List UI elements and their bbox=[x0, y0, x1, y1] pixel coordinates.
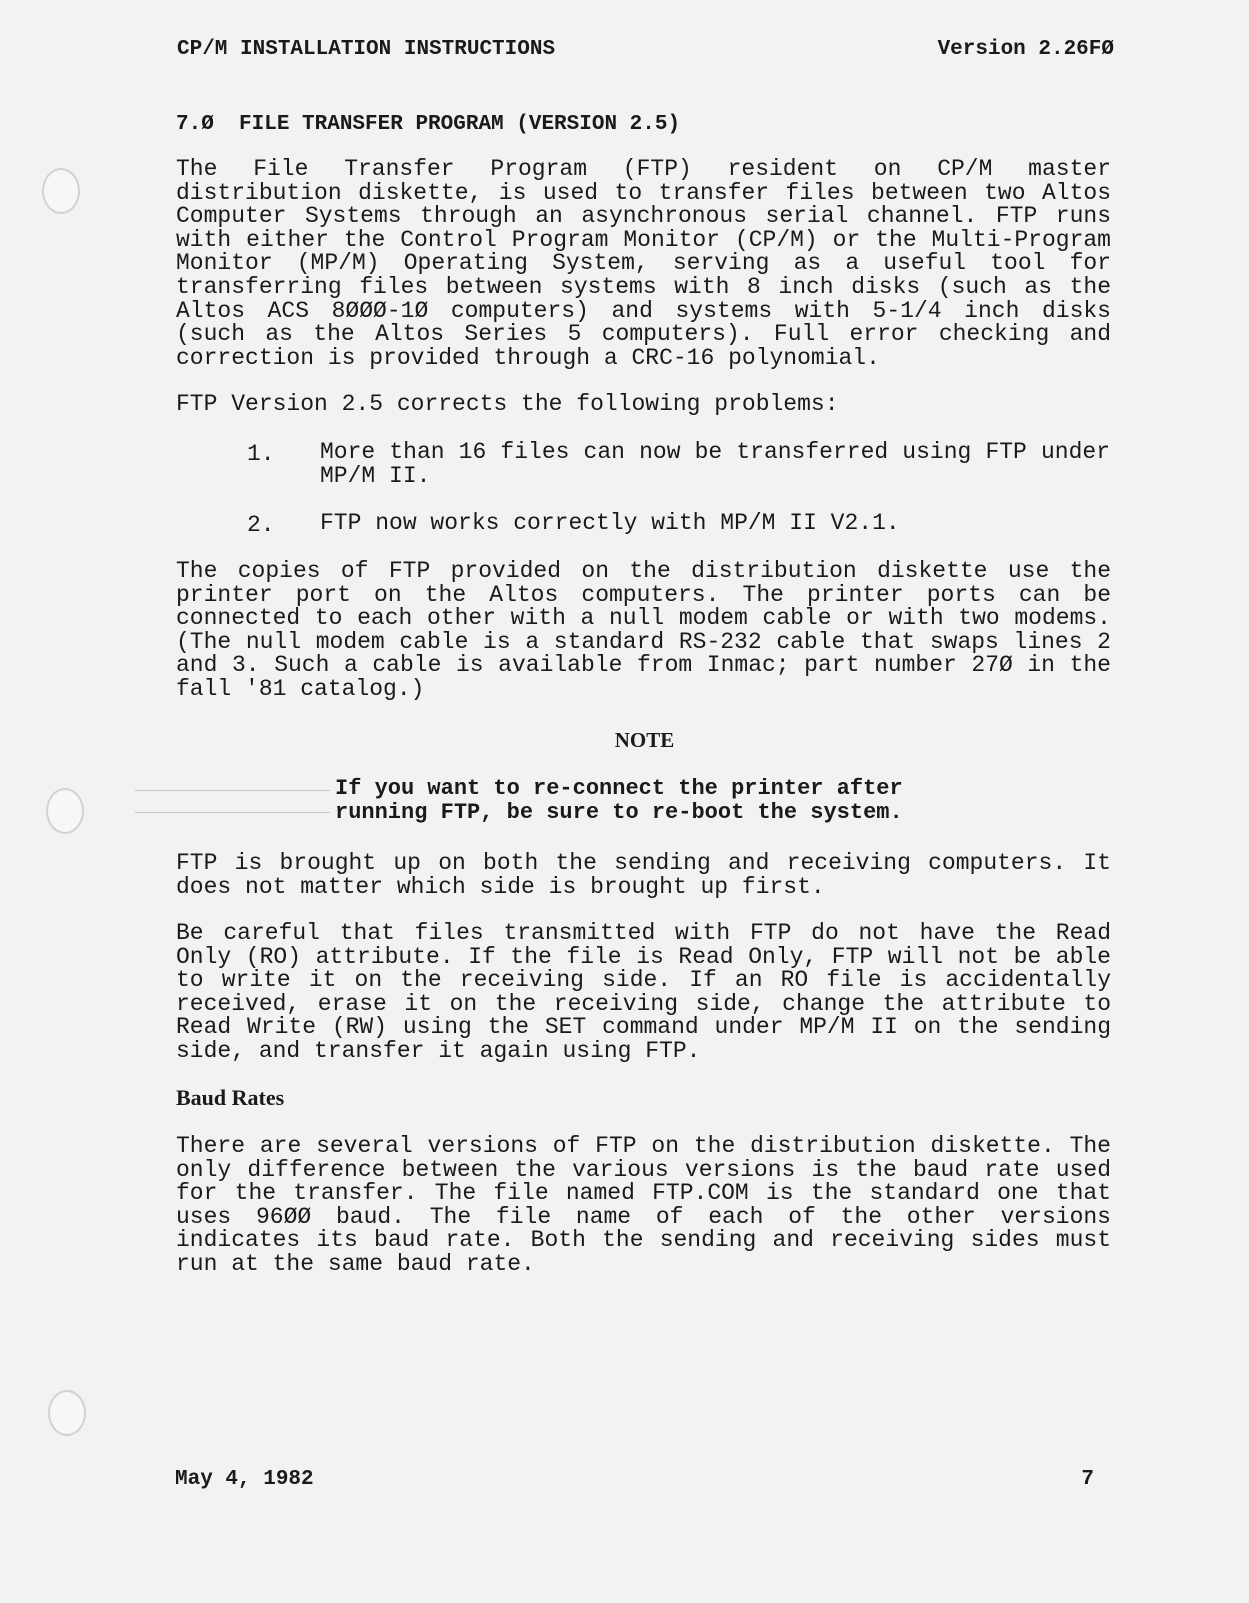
header-title: CP/M INSTALLATION INSTRUCTIONS bbox=[177, 38, 556, 61]
punch-hole-bottom bbox=[48, 1390, 86, 1436]
note-title: NOTE bbox=[614, 728, 675, 752]
brought-up-paragraph: FTP is brought up on both the sending and receiving computers. It does not matter which side is brought up first. bbox=[176, 850, 1111, 900]
corrects-line: FTP Version 2.5 corrects the following problems: bbox=[176, 391, 839, 417]
punch-hole-middle bbox=[46, 788, 84, 834]
section-heading: 7.Ø FILE TRANSFER PROGRAM (VERSION 2.5) bbox=[176, 113, 681, 136]
note-rule-bottom bbox=[135, 812, 330, 813]
note-line-2: running FTP, be sure to re-boot the system. bbox=[335, 800, 903, 825]
baud-paragraph: There are several versions of FTP on the distribution diskette. The only difference between the various versions is the baud rate used for the transfer. The file named FTP.COM is the standard one that uses 96ØØ baud. The file name of each of the other versions indicates its baud rate. Both the sending and receiving sides must run at the same baud rate. bbox=[176, 1133, 1111, 1277]
list-number-1: 1. bbox=[247, 441, 275, 467]
list-item-1: More than 16 files can now be transferred using FTP under MP/M II. bbox=[320, 439, 1110, 489]
note-line-1: If you want to re-connect the printer after bbox=[335, 776, 903, 801]
note-body bbox=[335, 777, 975, 825]
footer-date: May 4, 1982 bbox=[175, 1468, 314, 1491]
header-version: Version 2.26FØ bbox=[937, 38, 1114, 61]
copies-paragraph: The copies of FTP provided on the distribution diskette use the printer port on the Altos computers. The printer ports can be connected to each other with a null modem cable or with two modems. (The null modem cable is a standard RS-232 cable that swaps lines 2 and 3. Such a cable is available from Inmac; part number 27Ø in the fall '81 catalog.) bbox=[176, 558, 1111, 702]
list-item-2: FTP now works correctly with MP/M II V2.1. bbox=[320, 510, 900, 536]
footer-page-number: 7 bbox=[1081, 1468, 1094, 1491]
punch-hole-top bbox=[42, 168, 80, 214]
note-rule-top bbox=[135, 790, 330, 791]
careful-paragraph: Be careful that files transmitted with FTP do not have the Read Only (RO) attribute. If the file is Read Only, FTP will not be able to write it on the receiving side. If an RO file is accidentally received, erase it on the receiving side, change the attribute to Read Write (RW) using the SET command under MP/M II on the sending side, and transfer it again using FTP. bbox=[176, 920, 1111, 1064]
list-number-2: 2. bbox=[247, 512, 275, 538]
baud-rates-heading: Baud Rates bbox=[176, 1085, 285, 1110]
intro-paragraph: The File Transfer Program (FTP) resident on CP/M master distribution diskette, is used to transfer files between two Altos Computer Systems through an asynchronous serial channel. FTP runs with either the Control Program Monitor (CP/M) or the Multi-Program Monitor (MP/M) Operating System, serving as a useful tool for transferring files between systems with 8 inch disks (such as the Altos ACS 8ØØØ-1Ø computers) and systems with 5-1/4 inch disks (such as the Altos Series 5 computers). Full error checking and correction is provided through a CRC-16 polynomial. bbox=[176, 156, 1111, 371]
